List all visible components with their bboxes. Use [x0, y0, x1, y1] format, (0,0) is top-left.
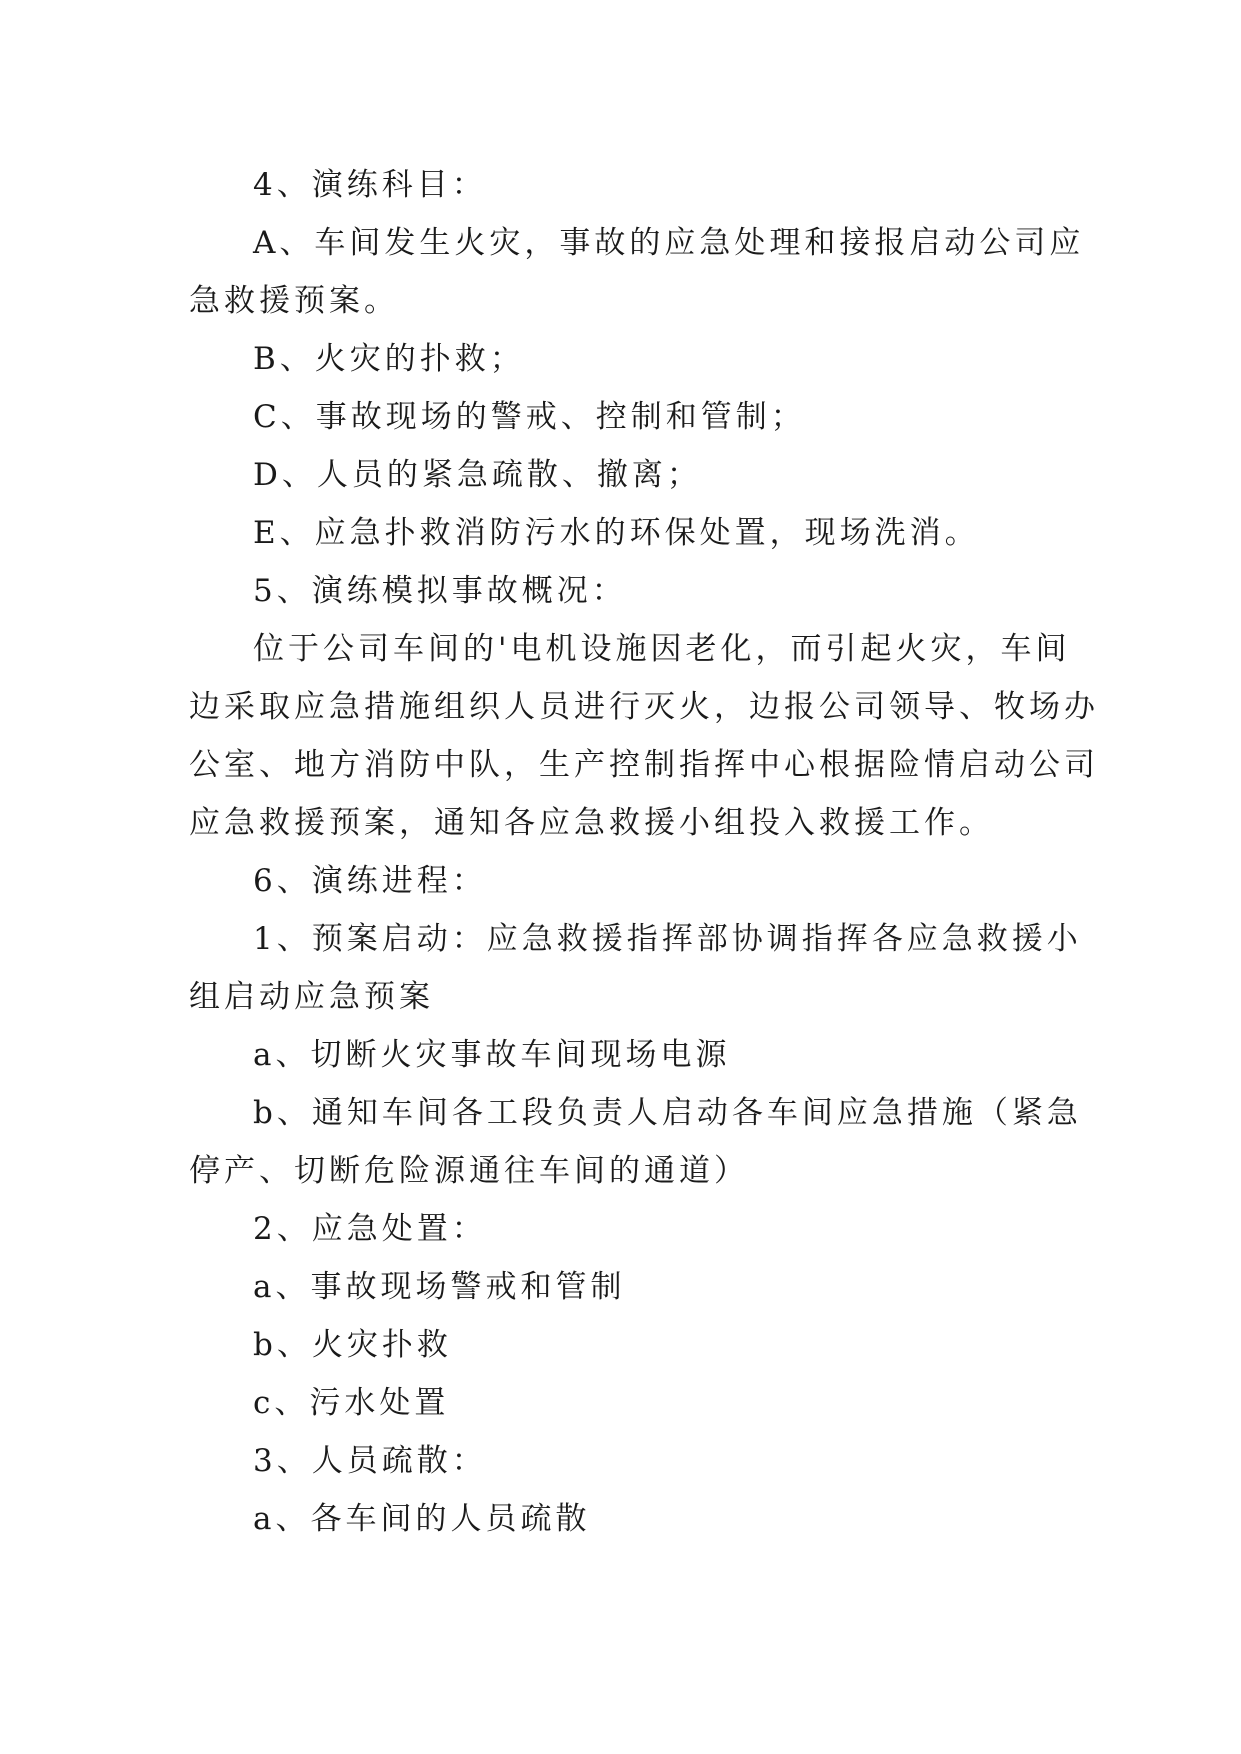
paragraph-overview-line-4: 应急救援预案，通知各应急救援小组投入救援工作。	[189, 805, 994, 841]
step-3-evacuation: 3、人员疏散：	[253, 1443, 487, 1479]
step-2-item-a: a、事故现场警戒和管制	[253, 1269, 626, 1305]
paragraph-overview-line-1: 位于公司车间的'电机设施因老化，而引起火灾，车间	[253, 631, 1071, 667]
step-1-continuation: 组启动应急预案	[189, 979, 434, 1015]
list-item-c: C、事故现场的警戒、控制和管制；	[253, 399, 806, 435]
document-body	[189, 156, 1099, 1548]
step-1-item-b: b、通知车间各工段负责人启动各车间应急措施（紧急	[253, 1095, 1082, 1131]
step-1-item-b-continuation: 停产、切断危险源通往车间的通道）	[189, 1153, 749, 1189]
list-item-a-first-line: A、车间发生火灾，事故的应急处理和接报启动公司应	[253, 225, 1085, 261]
section-heading-accident-overview: 5、演练模拟事故概况：	[253, 573, 627, 609]
step-1-plan-activation: 1、预案启动：应急救援指挥部协调指挥各应急救援小	[253, 921, 1082, 957]
step-2-item-c: c、污水处置	[253, 1385, 450, 1421]
paragraph-overview-line-2: 边采取应急措施组织人员进行灭火，边报公司领导、牧场办	[189, 689, 1099, 725]
section-heading-drill-subjects: 4、演练科目：	[253, 167, 487, 203]
list-item-b: B、火灾的扑救；	[253, 341, 525, 377]
step-2-emergency-response: 2、应急处置：	[253, 1211, 487, 1247]
step-1-item-a: a、切断火灾事故车间现场电源	[253, 1037, 731, 1073]
list-item-a-continuation: 急救援预案。	[189, 283, 399, 319]
list-item-d: D、人员的紧急疏散、撤离；	[253, 457, 702, 493]
list-item-e: E、应急扑救消防污水的环保处置，现场洗消。	[253, 515, 980, 551]
section-heading-drill-process: 6、演练进程：	[253, 863, 487, 899]
step-3-item-a: a、各车间的人员疏散	[253, 1501, 591, 1537]
step-2-item-b: b、火灾扑救	[253, 1327, 452, 1363]
paragraph-overview-line-3: 公室、地方消防中队，生产控制指挥中心根据险情启动公司	[189, 747, 1099, 783]
